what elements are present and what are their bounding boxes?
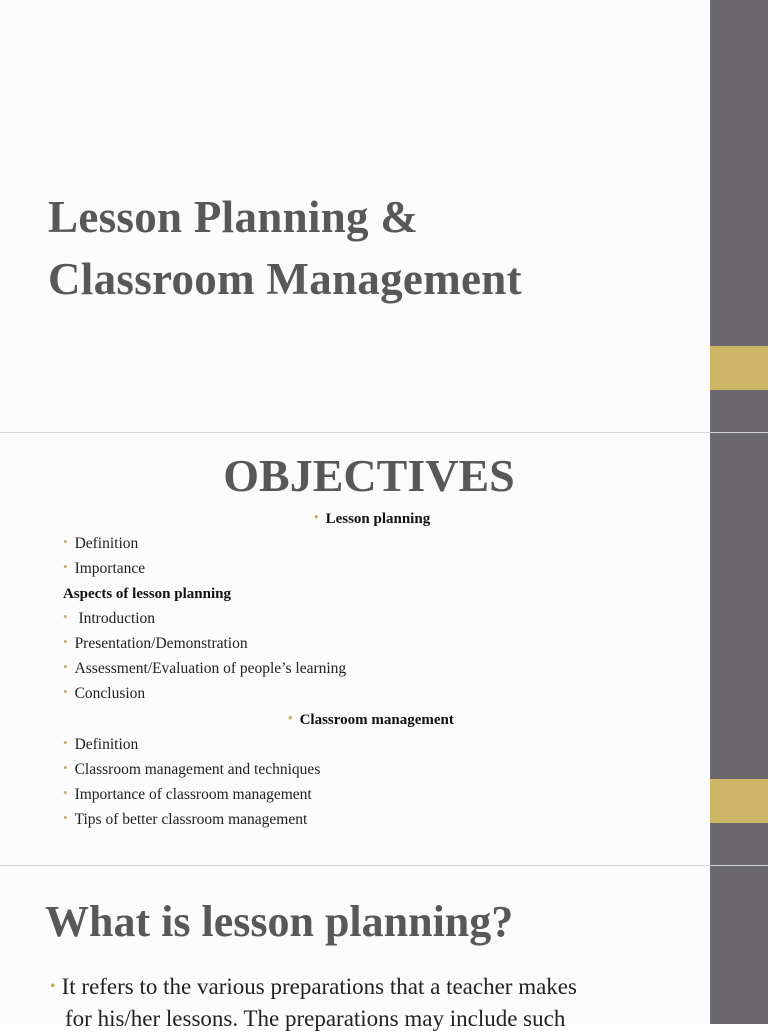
title-line-1: Lesson Planning & bbox=[48, 192, 419, 242]
slide-sidebar bbox=[710, 0, 768, 432]
slide-heading: What is lesson planning? bbox=[45, 897, 514, 946]
presentation-title bbox=[48, 186, 522, 310]
list-item: • Assessment/Evaluation of people’s learning bbox=[63, 659, 347, 677]
section-heading-text: Classroom management bbox=[299, 712, 454, 728]
list-item: • Conclusion bbox=[63, 684, 146, 702]
list-item-text: Introduction bbox=[74, 610, 156, 627]
list-item-text: Importance of classroom management bbox=[74, 786, 312, 803]
list-item: • Classroom management and techniques bbox=[63, 760, 321, 778]
sidebar-accent bbox=[710, 346, 768, 390]
title-line-2: Classroom Management bbox=[48, 254, 522, 304]
list-item-text: Tips of better classroom management bbox=[74, 811, 308, 828]
body-line-1: It refers to the various preparations that a teacher makes bbox=[61, 974, 577, 999]
body-line-2: for his/her lessons. The preparations may include such bbox=[65, 1006, 566, 1031]
list-item: • Presentation/Demonstration bbox=[63, 634, 248, 652]
list-item: • Importance of classroom management bbox=[63, 785, 312, 803]
sidebar-accent bbox=[710, 779, 768, 823]
list-item-text: Conclusion bbox=[74, 685, 146, 702]
body-paragraph: • It refers to the various preparations that a teacher makes for his/her lessons. The preparations may include such bbox=[50, 974, 577, 1031]
list-item: • Definition bbox=[63, 534, 139, 552]
list-item: • Tips of better classroom management bbox=[63, 810, 308, 828]
slide-sidebar bbox=[710, 866, 768, 1024]
objectives-title: OBJECTIVES bbox=[223, 450, 515, 501]
list-item-text: Classroom management and techniques bbox=[74, 761, 321, 778]
list-item-text: Definition bbox=[74, 535, 139, 552]
list-item: • Definition bbox=[63, 735, 139, 753]
list-item: • Importance bbox=[63, 559, 146, 577]
list-item-text: Importance bbox=[74, 560, 146, 577]
section-heading-lesson-planning: • Lesson planning bbox=[314, 509, 431, 527]
list-item: • Introduction bbox=[63, 609, 156, 627]
list-item-text: Definition bbox=[74, 736, 139, 753]
list-item-text: Presentation/Demonstration bbox=[74, 635, 248, 652]
subheading-aspects: Aspects of lesson planning bbox=[63, 586, 231, 602]
section-heading-text: Lesson planning bbox=[325, 511, 431, 527]
list-item-text: Assessment/Evaluation of people’s learning bbox=[74, 660, 347, 677]
section-heading-classroom-management: • Classroom management bbox=[288, 710, 454, 728]
